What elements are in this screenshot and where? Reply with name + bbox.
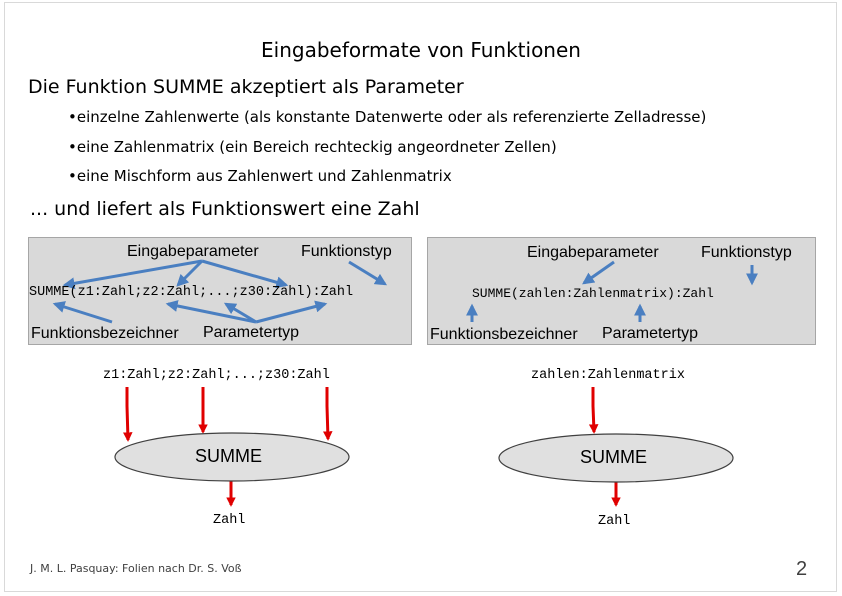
bullet-item: •eine Zahlenmatrix (ein Bereich rechteckig angeordneter Zellen): [68, 138, 557, 156]
params-right: zahlen:Zahlenmatrix: [531, 368, 685, 383]
label-paramtype-right: Parametertyp: [602, 325, 699, 342]
function-name-right: SUMME: [580, 447, 647, 467]
label-input-left: Eingabeparameter: [127, 243, 259, 260]
label-type-right: Funktionstyp: [701, 244, 792, 261]
function-name-left: SUMME: [195, 446, 262, 466]
slide-title: Eingabeformate von Funktionen: [261, 38, 581, 62]
label-name-right: Funktionsbezeichner: [430, 326, 578, 343]
label-name-left: Funktionsbezeichner: [31, 325, 179, 342]
result-right: Zahl: [598, 514, 631, 529]
signature-right: SUMME(zahlen:Zahlenmatrix):Zahl: [472, 286, 714, 301]
label-paramtype-left: Parametertyp: [203, 324, 300, 341]
intro-text: Die Funktion SUMME akzeptiert als Parameter: [28, 76, 464, 98]
result-left: Zahl: [213, 513, 246, 528]
outro-text: ... und liefert als Funktionswert eine Zahl: [30, 198, 420, 220]
signature-left: SUMME(z1:Zahl;z2:Zahl;...;z30:Zahl):Zahl: [29, 285, 354, 300]
arrow-functiontype: [349, 262, 385, 284]
arrow-param-matrix: [593, 387, 594, 432]
footer-credit: J. M. L. Pasquay: Folien nach Dr. S. Voß: [30, 562, 242, 575]
arrow-paramtype-3: [256, 304, 325, 322]
label-type-left: Funktionstyp: [301, 243, 392, 260]
bullet-item: •einzelne Zahlenwerte (als konstante Datenwerte oder als referenzierte Zelladresse): [68, 108, 707, 126]
arrow-input-z30: [202, 261, 286, 285]
label-input-right: Eingabeparameter: [527, 244, 659, 261]
arrow-input-right: [584, 262, 614, 283]
page-number: 2: [796, 558, 808, 580]
bullet-item: •eine Mischform aus Zahlenwert und Zahlenmatrix: [68, 167, 452, 185]
arrow-param-z1: [127, 387, 128, 440]
params-left: z1:Zahl;z2:Zahl;...;z30:Zahl: [103, 368, 330, 383]
arrow-name: [55, 304, 112, 322]
arrow-param-z30: [327, 387, 328, 439]
